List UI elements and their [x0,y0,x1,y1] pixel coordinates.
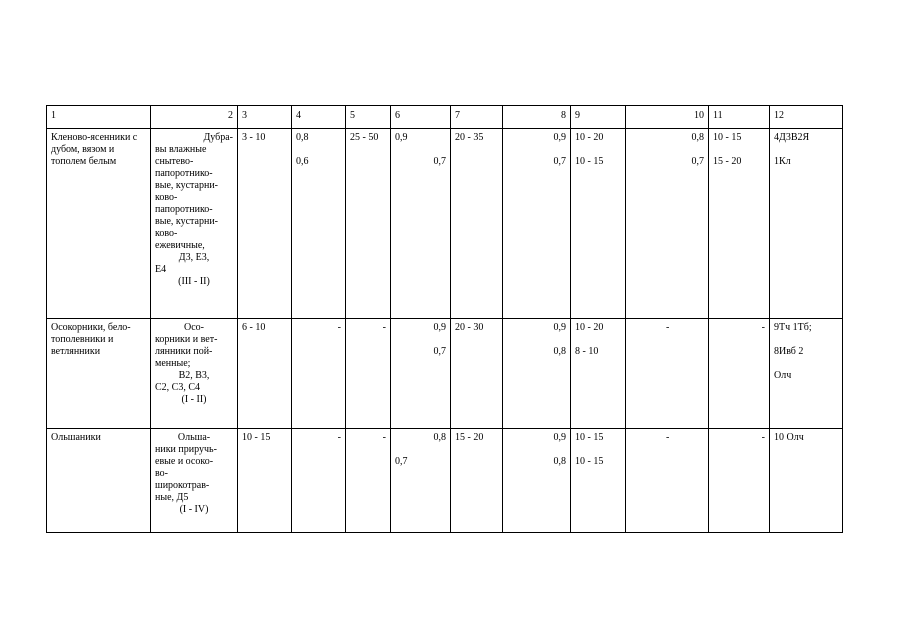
cell-col8 [503,319,571,429]
header-cell: 8 [503,106,571,129]
value: 0,6 [296,156,309,167]
value: 0,9 [553,322,566,333]
cell-col6 [391,129,451,319]
type-line: ные, Д5 [155,492,189,503]
type-line: широкотрав- [155,480,210,491]
type-line: папоротнико- [155,168,213,179]
forest-group-cell: Кленово-ясенники с дубом, вязом и тополем белым [47,129,151,319]
cell-col8 [503,429,571,533]
value: 0,8 [433,432,446,443]
value: 15 - 20 [713,156,742,167]
cell-col7: 15 - 20 [451,429,503,533]
type-line: ково- [155,228,178,239]
cell-col3: 3 - 10 [238,129,292,319]
forest-type-cell [151,319,238,429]
cell-col6 [391,429,451,533]
value: 8Ивб 2 [774,346,804,357]
value: 0,8 [296,132,309,143]
table-header-row [47,106,843,129]
value: 0,9 [553,132,566,143]
type-line: Дубра- [203,132,233,143]
type-class: (I - II) [181,394,207,405]
type-code: С2, С3, С4 [155,382,201,393]
cell-col9 [571,319,626,429]
type-line: евые и осоко- [155,456,214,467]
type-line: папоротнико- [155,204,213,215]
cell-col3: 6 - 10 [238,319,292,429]
header-cell: 2 [151,106,238,129]
type-line: снытево- [155,156,194,167]
type-class: (I - IV) [179,504,209,515]
cell-col8 [503,129,571,319]
value: 10 - 15 [575,456,604,467]
forest-type-cell [151,429,238,533]
value: 0,9 [553,432,566,443]
table-row [47,319,843,429]
cell-col10: - [626,319,709,429]
value: Олч [774,370,792,381]
value: 8 - 10 [575,346,599,357]
cell-col11: - [709,319,770,429]
type-line: корники и вет- [155,334,218,345]
type-class: (III - II) [178,276,210,287]
type-line: лянники пой- [155,346,213,357]
value: 0,7 [433,156,446,167]
header-cell: 3 [238,106,292,129]
type-code: Е4 [155,264,167,275]
header-cell: 12 [770,106,843,129]
header-cell: 5 [346,106,391,129]
cell-col12 [770,129,843,319]
type-line: Ольша- [177,432,211,443]
cell-col5: - [346,319,391,429]
table-row [47,129,843,319]
cell-col5: - [346,429,391,533]
type-line: менные; [155,358,191,369]
value: 0,8 [691,132,704,143]
type-code: Д3, Е3, [178,252,210,263]
type-line: во- [155,468,168,479]
value: 9Тч 1Тб; [774,322,812,333]
cell-col7: 20 - 30 [451,319,503,429]
value: 10 - 15 [575,432,604,443]
cell-col11 [709,129,770,319]
cell-col5: 25 - 50 [346,129,391,319]
header-cell: 9 [571,106,626,129]
table-row [47,429,843,533]
cell-col4: - [292,429,346,533]
value: 0,9 [433,322,446,333]
header-cell: 4 [292,106,346,129]
header-cell: 7 [451,106,503,129]
cell-col4 [292,129,346,319]
type-code: В2, В3, [178,370,210,381]
header-cell: 6 [391,106,451,129]
value: 10 - 20 [575,132,604,143]
value: 0,7 [691,156,704,167]
value: 0,9 [395,132,408,143]
value: 10 - 15 [713,132,742,143]
forest-group-cell: Осокорники, бело-тополевники и ветлянники [47,319,151,429]
cell-col7: 20 - 35 [451,129,503,319]
header-cell: 10 [626,106,709,129]
cell-col9 [571,429,626,533]
value: 0,8 [553,346,566,357]
value: 10 - 15 [575,156,604,167]
cell-col9 [571,129,626,319]
value: 10 Олч [774,432,804,443]
cell-col12 [770,429,843,533]
cell-col10 [626,129,709,319]
forest-group-cell: Ольшаники [47,429,151,533]
cell-col10: - [626,429,709,533]
forest-type-cell [151,129,238,319]
type-line: вые, кустарни- [155,216,218,227]
forest-types-table [46,105,843,533]
header-cell: 1 [47,106,151,129]
cell-col12 [770,319,843,429]
type-line: ежевичные, [155,240,205,251]
type-line: вы влажные [155,144,207,155]
type-line: вые, кустарни- [155,180,218,191]
cell-col6 [391,319,451,429]
value: 0,8 [553,456,566,467]
cell-col4: - [292,319,346,429]
type-line: Осо- [184,322,204,333]
header-cell: 11 [709,106,770,129]
value: 1Кл [774,156,791,167]
value: 10 - 20 [575,322,604,333]
cell-col3: 10 - 15 [238,429,292,533]
type-line: ники приручь- [155,444,217,455]
value: 0,7 [553,156,566,167]
value: 0,7 [433,346,446,357]
type-line: ково- [155,192,178,203]
value: 4Д3В2Я [774,132,810,143]
value: 0,7 [395,456,408,467]
cell-col11: - [709,429,770,533]
